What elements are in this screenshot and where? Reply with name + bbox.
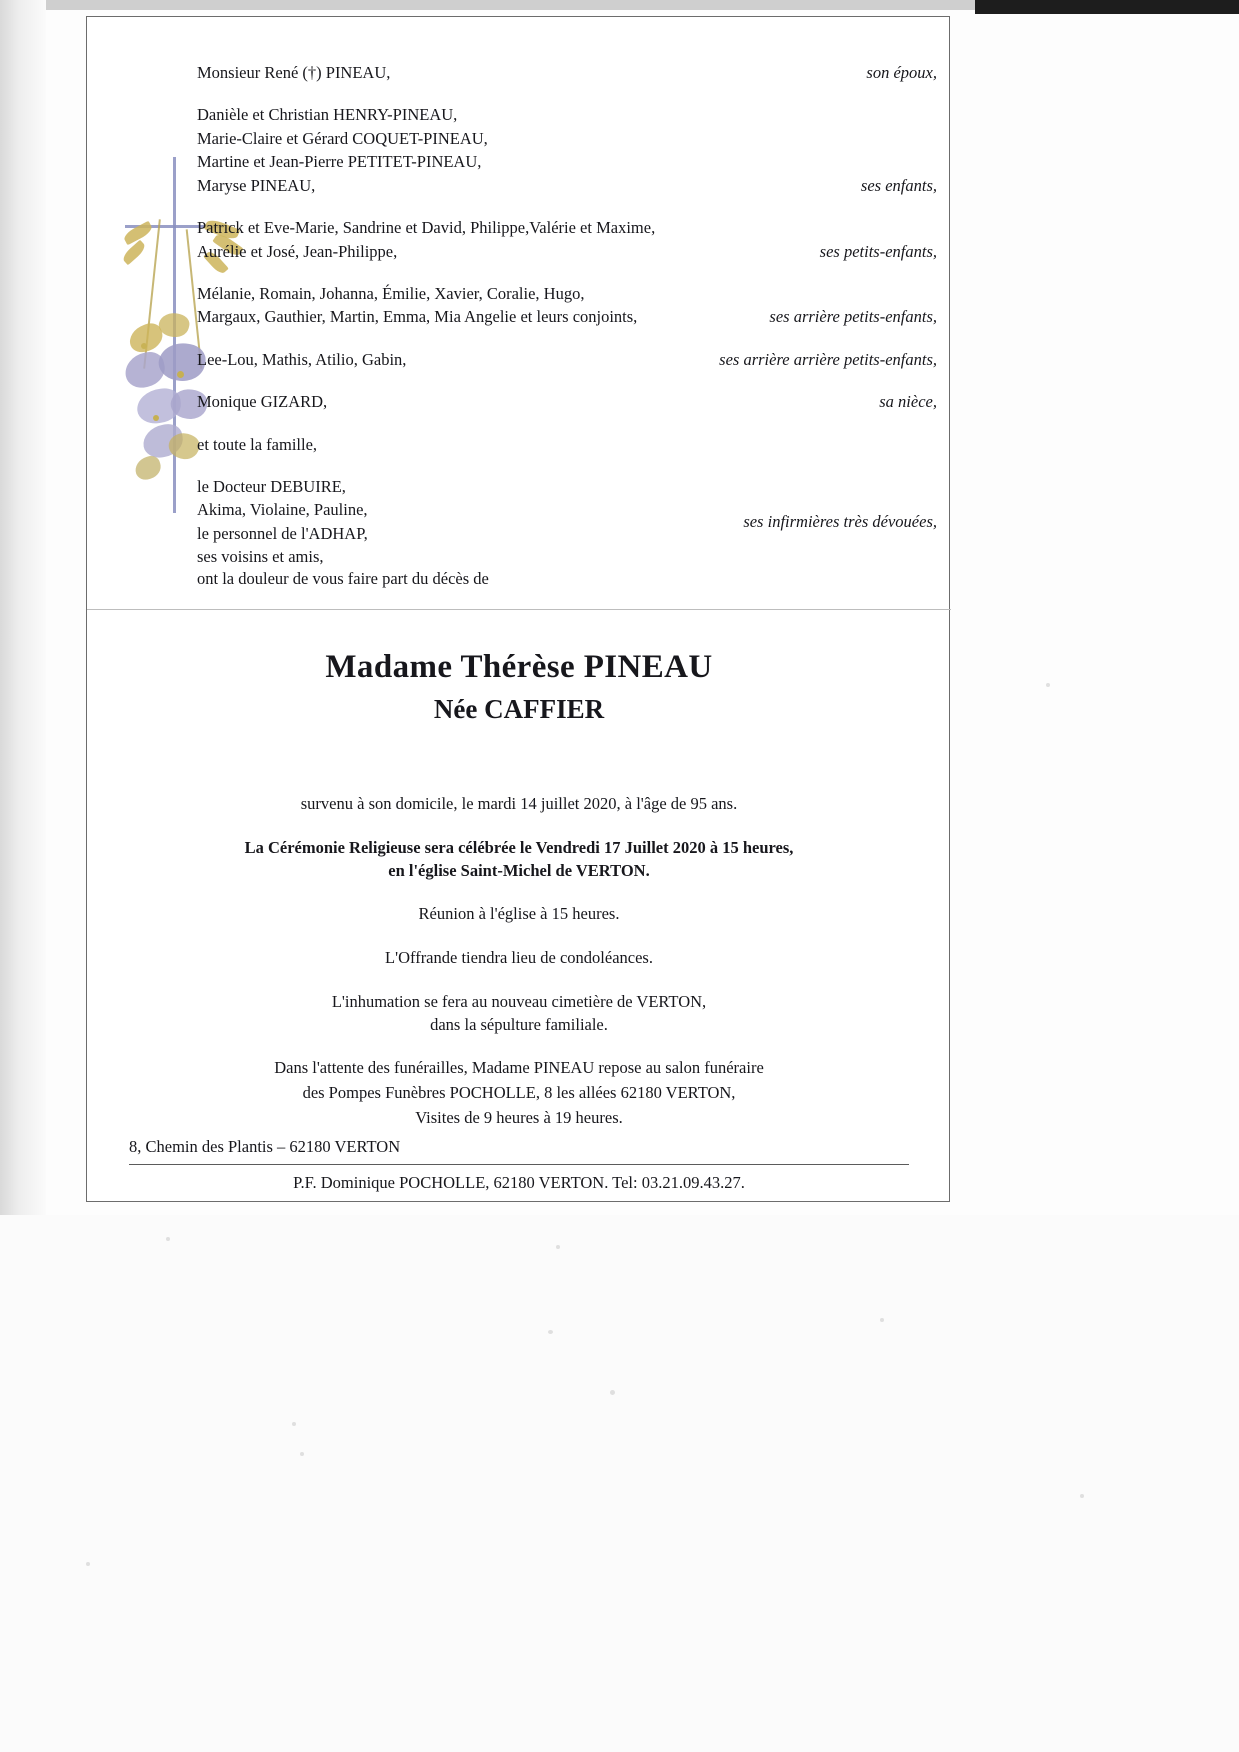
family-list: [197, 61, 937, 588]
leaf-shape: [121, 240, 148, 266]
inhumation-line-2: dans la sépulture familiale.: [430, 1014, 608, 1034]
family-group: [197, 216, 937, 263]
family-group: [197, 348, 937, 371]
caregiver-name: le Docteur DEBUIRE,: [197, 477, 346, 497]
scan-speck: [556, 1245, 560, 1249]
scan-speck: [292, 1422, 296, 1426]
flower-petal: [132, 454, 164, 483]
scan-bottom-area: [0, 1215, 1239, 1752]
funeral-home-line-1: Dans l'attente des funérailles, Madame PINEAU repose au salon funéraire: [274, 1058, 764, 1078]
caregiver-names-block: [197, 475, 368, 569]
family-names: Maryse PINEAU,: [197, 175, 316, 195]
family-group: [197, 61, 937, 84]
family-names: Danièle et Christian HENRY-PINEAU,: [197, 105, 458, 125]
flower-center-dot: [141, 343, 147, 349]
family-names-block: [197, 282, 637, 329]
family-relation: ses enfants,: [860, 175, 937, 195]
scan-speck: [610, 1390, 615, 1395]
deceased-name: Madame Thérèse PINEAU: [325, 649, 713, 685]
family-names: Martine et Jean-Pierre PETITET-PINEAU,: [197, 152, 482, 172]
family-names: Monsieur René (†) PINEAU,: [197, 63, 391, 82]
family-names: Monique GIZARD,: [197, 392, 328, 412]
caregiver-name: Akima, Violaine, Pauline,: [197, 500, 368, 520]
deceased-maiden-name: Née CAFFIER: [433, 694, 605, 724]
flower-center-dot: [153, 415, 159, 421]
family-group: [197, 282, 937, 329]
scan-top-dark-band: [975, 0, 1239, 14]
caregiver-relation: ses infirmières très dévouées,: [743, 512, 937, 532]
ceremony-line-2: en l'église Saint-Michel de VERTON.: [388, 860, 650, 880]
scan-speck: [166, 1237, 170, 1241]
announcement-line: ont la douleur de vous faire part du décès de: [197, 569, 489, 588]
funeral-provider-line: P.F. Dominique POCHOLLE, 62180 VERTON. Tel: 03.21.09.43.27.: [293, 1173, 745, 1192]
family-plain-line: et toute la famille,: [197, 434, 318, 454]
scan-speck: [880, 1318, 884, 1322]
scan-speck: [1080, 1494, 1084, 1498]
funeral-announcement-card: [86, 16, 950, 1202]
family-names: Mélanie, Romain, Johanna, Émilie, Xavier, Coralie, Hugo,: [197, 283, 585, 303]
funeral-home-line-3: Visites de 9 heures à 19 heures.: [415, 1107, 623, 1127]
inhumation-line-1: L'inhumation se fera au nouveau cimetière de VERTON,: [331, 991, 707, 1011]
scan-speck: [86, 1562, 90, 1566]
family-names: Margaux, Gauthier, Martin, Emma, Mia Angelie et leurs conjoints,: [197, 307, 638, 327]
scan-top-edge: [46, 0, 975, 10]
scan-speck: [1046, 683, 1050, 687]
family-names: Marie-Claire et Gérard COQUET-PINEAU,: [197, 128, 488, 148]
family-relation: ses petits-enfants,: [819, 241, 937, 261]
family-relation: son époux,: [866, 63, 937, 82]
family-names: Aurélie et José, Jean-Philippe,: [197, 241, 398, 261]
family-names-block: [197, 103, 488, 197]
caregiver-name: le personnel de l'ADHAP,: [197, 523, 368, 543]
family-group: [197, 103, 937, 197]
ceremony-line-1: La Cérémonie Religieuse sera célébrée le Vendredi 17 Juillet 2020 à 15 heures,: [244, 837, 794, 857]
ceremony-details: [87, 792, 951, 1150]
family-names: Patrick et Eve-Marie, Sandrine et David, Philippe,Valérie et Maxime,: [197, 218, 656, 238]
family-names: Lee-Lou, Mathis, Atilio, Gabin,: [197, 349, 407, 369]
death-line: survenu à son domicile, le mardi 14 juillet 2020, à l'âge de 95 ans.: [300, 794, 738, 813]
family-names-block: [197, 216, 655, 263]
flower-center-dot: [177, 371, 184, 378]
scan-speck: [548, 1330, 553, 1334]
deceased-name-block: [87, 649, 951, 725]
family-group: [197, 390, 937, 413]
family-relation: ses arrière arrière petits-enfants,: [719, 349, 937, 369]
caregiver-name: ses voisins et amis,: [197, 547, 324, 567]
section-divider: [87, 609, 951, 610]
caregivers-group: [197, 475, 937, 569]
family-address: 8, Chemin des Plantis – 62180 VERTON: [129, 1137, 401, 1156]
family-relation: ses arrière petits-enfants,: [769, 307, 937, 327]
reunion-line: Réunion à l'église à 15 heures.: [418, 904, 620, 924]
footer-rule: [129, 1164, 909, 1165]
funeral-home-line-2: des Pompes Funèbres POCHOLLE, 8 les allées 62180 VERTON,: [302, 1083, 736, 1102]
offrande-line: L'Offrande tiendra lieu de condoléances.: [385, 948, 653, 967]
scan-speck: [300, 1452, 304, 1456]
family-relation: sa nièce,: [879, 392, 937, 412]
